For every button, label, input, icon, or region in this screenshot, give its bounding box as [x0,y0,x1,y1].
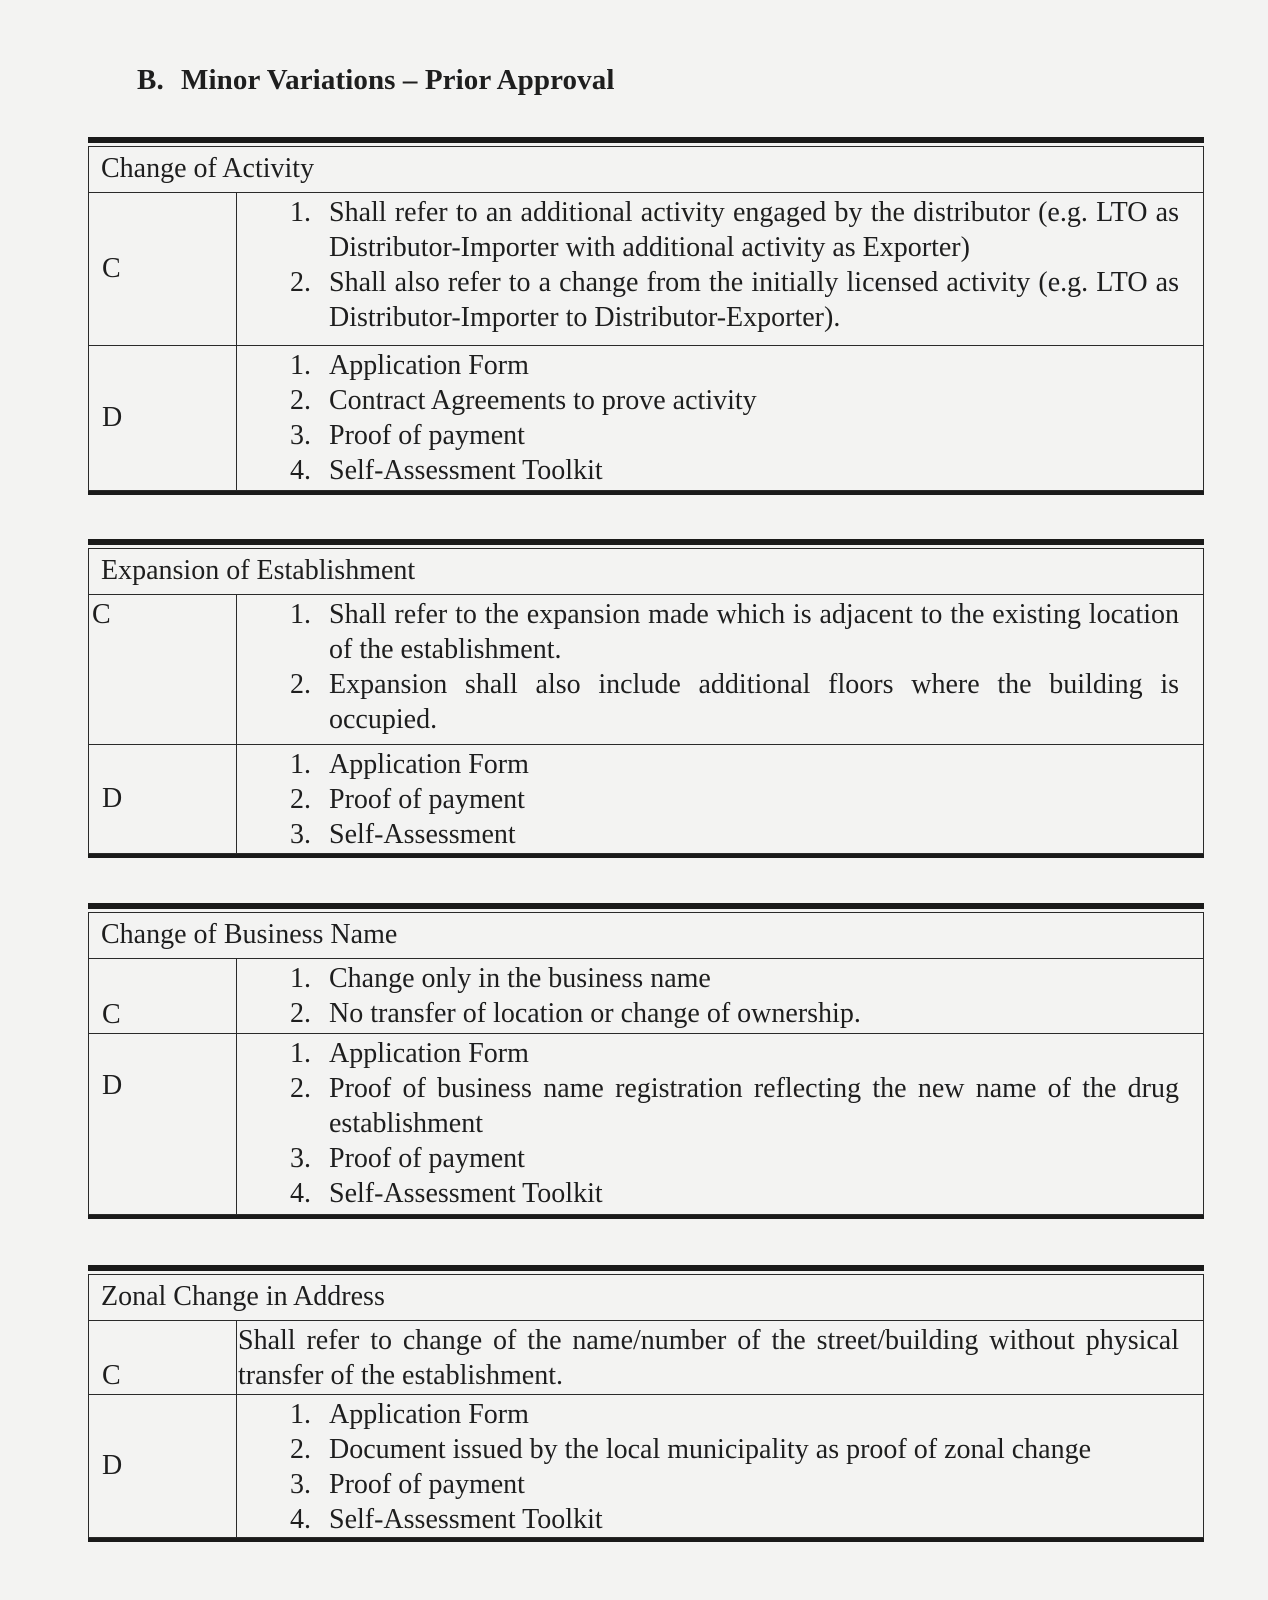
table-title: Expansion of Establishment [89,549,1203,595]
item-number: 1. [290,197,311,228]
item-text: Proof of payment [329,420,525,451]
table-row-criteria [89,959,1203,1034]
list-item [237,597,1179,667]
item-text: Proof of payment [329,1469,525,1500]
list-item [237,996,1179,1031]
table-row-documents [89,1034,1203,1214]
item-text: Shall also refer to a change from the initially licensed activity (e.g. LTO as Distributor-Importer to Distributor-Exporter). [329,267,1179,333]
item-text: Application Form [329,1399,529,1430]
item-number: 2. [290,784,311,815]
section-title: Minor Variations – Prior Approval [181,64,615,96]
table-title: Change of Business Name [89,913,1203,959]
row-content [237,959,1203,1033]
list-item [237,1071,1179,1141]
table-expansion-of-establishment [88,539,1204,858]
list-item [237,348,1179,383]
table-change-of-activity [88,137,1204,495]
item-text: Application Form [329,350,529,381]
item-number: 1. [290,350,311,381]
item-text: Shall refer to an additional activity engaged by the distributor (e.g. LTO as Distributor-Importer with additional activity as Exporter) [329,197,1179,263]
list-item [237,1397,1179,1432]
row-content [237,193,1203,345]
list-item [237,383,1179,418]
item-number: 3. [290,1143,311,1174]
table-row-criteria [89,595,1203,745]
item-number: 1. [290,749,311,780]
list-item [237,667,1179,737]
item-number: 2. [290,1434,311,1465]
list-item [237,747,1179,782]
row-code: C [89,1321,237,1394]
row-content [237,1395,1203,1537]
item-text: Proof of payment [329,784,525,815]
item-text: Shall refer to the expansion made which is adjacent to the existing location of the establishment. [329,599,1179,665]
list-item [237,418,1179,453]
row-code: D [89,1034,237,1214]
item-number: 1. [290,963,311,994]
row-content [237,595,1203,744]
item-text: Self-Assessment Toolkit [329,1178,603,1209]
item-text: Application Form [329,749,529,780]
item-text: Document issued by the local municipality as proof of zonal change [329,1434,1092,1465]
list-item [237,1176,1179,1211]
item-number: 4. [290,1504,311,1535]
row-content [237,745,1203,853]
row-code: C [89,959,237,1033]
item-number: 3. [290,1469,311,1500]
list-item [237,195,1179,265]
list-item [237,1036,1179,1071]
criteria-text: Shall refer to change of the name/number of the street/building without physical transfer of the establishment. [238,1325,1179,1391]
item-number: 1. [290,1399,311,1430]
item-text: Proof of payment [329,1143,525,1174]
item-text: No transfer of location or change of ownership. [329,998,861,1029]
list-item [237,1467,1179,1502]
item-text: Self-Assessment Toolkit [329,1504,603,1535]
row-content [237,346,1203,490]
list-item [237,265,1179,335]
row-code: C [89,193,237,345]
list-item [237,1502,1179,1537]
row-code: D [89,346,237,490]
row-code: D [89,745,237,853]
table-row-documents [89,1395,1203,1537]
item-number: 2. [290,267,311,298]
item-number: 2. [290,669,311,700]
table-change-of-business-name [88,903,1204,1219]
item-text: Application Form [329,1038,529,1069]
item-number: 4. [290,455,311,486]
list-item [237,1141,1179,1176]
item-number: 4. [290,1178,311,1209]
section-heading [137,64,615,97]
table-row-criteria [89,193,1203,346]
list-item [237,782,1179,817]
table-row-documents [89,346,1203,490]
table-row-criteria [89,1321,1203,1395]
table-title: Change of Activity [89,147,1203,193]
item-number: 2. [290,385,311,416]
list-item [237,1432,1179,1467]
list-item [237,817,1179,852]
item-text: Expansion shall also include additional floors where the building is occupied. [329,669,1179,735]
row-code: D [89,1395,237,1537]
section-letter: B. [137,64,164,96]
row-content [237,1034,1203,1214]
table-zonal-change-in-address [88,1265,1204,1542]
list-item [237,453,1179,488]
item-number: 1. [290,1038,311,1069]
item-number: 2. [290,998,311,1029]
list-item [237,961,1179,996]
item-text: Proof of business name registration reflecting the new name of the drug establishment [329,1073,1179,1139]
item-text: Change only in the business name [329,963,711,994]
item-number: 3. [290,420,311,451]
item-number: 2. [290,1073,311,1104]
item-text: Self-Assessment [329,819,516,850]
table-title: Zonal Change in Address [89,1275,1203,1321]
item-number: 1. [290,599,311,630]
item-text: Self-Assessment Toolkit [329,455,603,486]
table-row-documents [89,745,1203,853]
item-number: 3. [290,819,311,850]
row-code: C [89,595,237,744]
row-content [237,1321,1203,1394]
item-text: Contract Agreements to prove activity [329,385,757,416]
